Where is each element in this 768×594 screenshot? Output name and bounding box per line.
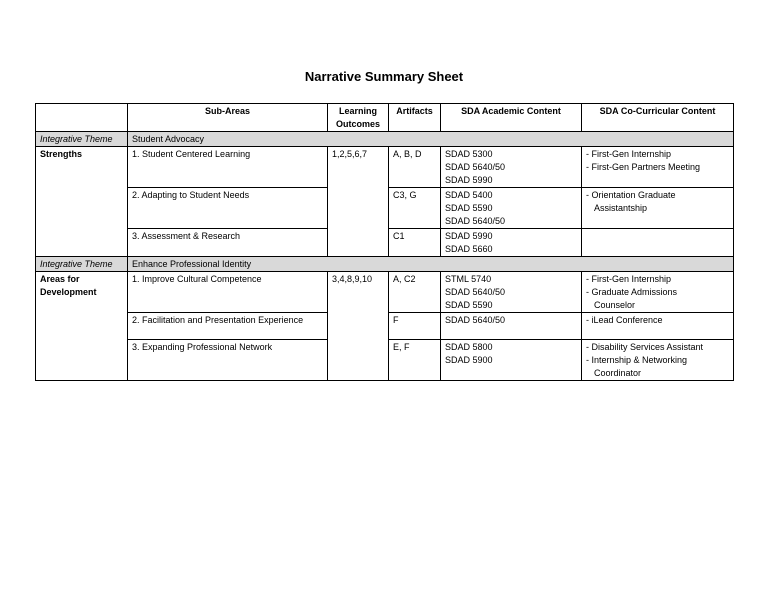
header-outcomes: Outcomes — [335, 119, 380, 129]
course: SDAD 5400 — [445, 190, 493, 200]
course: SDAD 5640/50 — [445, 315, 506, 325]
artifacts-value: A, C2 — [389, 272, 441, 313]
header-learning: Learning — [338, 106, 377, 116]
header-row — [36, 104, 734, 132]
course: SDAD 5990 — [445, 231, 493, 241]
theme-row-1 — [36, 132, 734, 147]
artifacts-value: C1 — [389, 229, 441, 257]
theme-label: Integrative Theme — [36, 257, 128, 272]
sub-area: 2. Facilitation and Presentation Experience — [128, 313, 328, 340]
activity: Counselor — [594, 300, 636, 310]
cocurricular-content — [582, 188, 734, 229]
sub-area: 3. Assessment & Research — [128, 229, 328, 257]
cocurricular-content — [582, 313, 734, 340]
course: SDAD 5640/50 — [445, 216, 506, 226]
academic-content — [441, 272, 582, 313]
academic-content — [441, 188, 582, 229]
theme-name: Student Advocacy — [128, 132, 734, 147]
page-title: Narrative Summary Sheet — [304, 69, 464, 84]
header-academic: SDA Academic Content — [441, 104, 582, 132]
header-artifacts: Artifacts — [389, 104, 441, 132]
activity: - Orientation Graduate — [586, 190, 676, 200]
course: SDAD 5900 — [445, 355, 493, 365]
course: SDAD 5590 — [445, 203, 493, 213]
cocurricular-content — [582, 272, 734, 313]
header-cocurricular: SDA Co-Curricular Content — [582, 104, 734, 132]
section-label-strengths: Strengths — [36, 147, 128, 257]
learning-outcomes-value: 3,4,8,9,10 — [328, 272, 389, 381]
summary-table — [35, 103, 734, 381]
learning-outcomes-value: 1,2,5,6,7 — [328, 147, 389, 257]
sub-area: 1. Student Centered Learning — [128, 147, 328, 188]
sub-area: 1. Improve Cultural Competence — [128, 272, 328, 313]
section-label-line: Areas for — [40, 274, 80, 284]
table-row — [36, 147, 734, 188]
course: SDAD 5990 — [445, 175, 493, 185]
cocurricular-content — [582, 147, 734, 188]
activity: - First-Gen Internship — [586, 274, 672, 284]
artifacts-value: F — [389, 313, 441, 340]
artifacts-value: C3, G — [389, 188, 441, 229]
table-row — [36, 272, 734, 313]
activity: - Internship & Networking — [586, 355, 688, 365]
cocurricular-content — [582, 340, 734, 381]
header-sub-areas: Sub-Areas — [128, 104, 328, 132]
course: SDAD 5660 — [445, 244, 493, 254]
activity: - Disability Services Assistant — [586, 342, 704, 352]
course: SDAD 5640/50 — [445, 162, 506, 172]
activity: - First-Gen Internship — [586, 149, 672, 159]
section-label-line: Development — [40, 287, 97, 297]
cocurricular-content — [582, 229, 734, 257]
header-blank — [36, 104, 128, 132]
activity: - First-Gen Partners Meeting — [586, 162, 701, 172]
course: SDAD 5590 — [445, 300, 493, 310]
course: SDAD 5300 — [445, 149, 493, 159]
header-learning-outcomes — [328, 104, 389, 132]
academic-content — [441, 229, 582, 257]
activity: - iLead Conference — [586, 315, 663, 325]
academic-content — [441, 313, 582, 340]
course: STML 5740 — [445, 274, 492, 284]
course: SDAD 5640/50 — [445, 287, 506, 297]
theme-row-2 — [36, 257, 734, 272]
sub-area: 2. Adapting to Student Needs — [128, 188, 328, 229]
activity: Assistantship — [594, 203, 648, 213]
activity: - Graduate Admissions — [586, 287, 678, 297]
artifacts-value: E, F — [389, 340, 441, 381]
activity: Coordinator — [594, 368, 642, 378]
artifacts-value: A, B, D — [389, 147, 441, 188]
sub-area: 3. Expanding Professional Network — [128, 340, 328, 381]
academic-content — [441, 147, 582, 188]
course: SDAD 5800 — [445, 342, 493, 352]
theme-name: Enhance Professional Identity — [128, 257, 734, 272]
section-label-development — [36, 272, 128, 381]
academic-content — [441, 340, 582, 381]
theme-label: Integrative Theme — [36, 132, 128, 147]
